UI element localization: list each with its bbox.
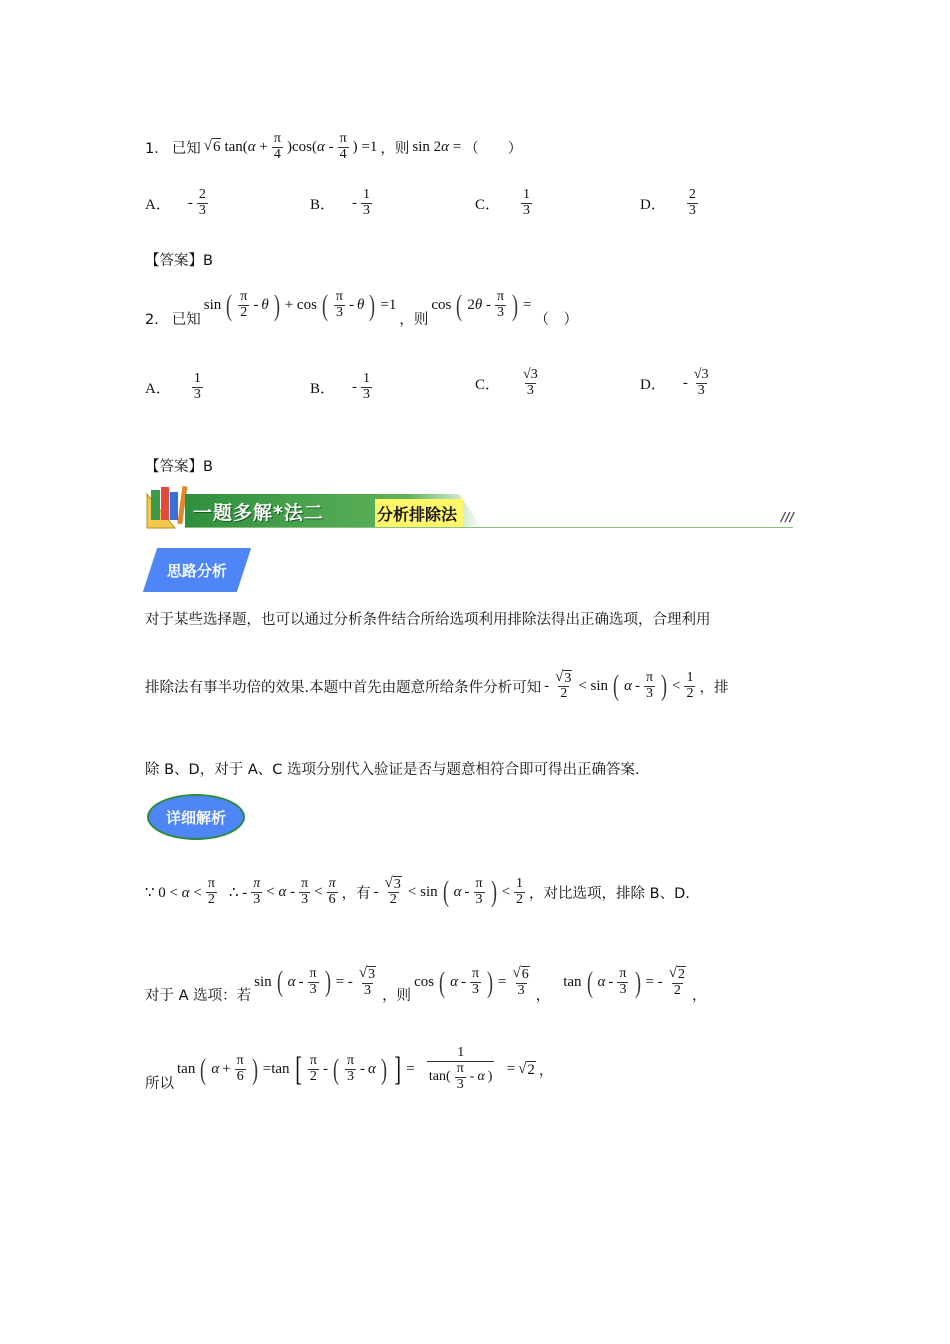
q2-prefix: 已知 [171, 312, 201, 328]
banner-title: 一题多解*法二 [193, 502, 324, 524]
analysis-inequality: - √ 3 2 < sin ( α - $\frac{\pi}{3}$ ) < $\frac{1}{2}$ [544, 669, 694, 703]
analysis-line-2: 排除法有事半功倍的效果.本题中首先由题意所给条件分析可知 - √ 3 2 < sin ( α - $\frac{\pi}{3}$ ) < $\frac{1}{2}$ ，排 [145, 669, 729, 703]
q1-option-b[interactable]: B． - $\frac{1}{3}$ [310, 187, 371, 218]
question-1 [145, 132, 522, 162]
solution-tan-value: tan ( α - $\frac{\pi}{3}$ ) = - √ 2 2 ， [563, 965, 707, 1004]
q1-prefix: 已知 [171, 140, 201, 157]
solution-line-1: ∵ 0 < α < $\frac{\pi}{2}$ ∴ - $\frac{\pi}{3}$ < α - $\frac{\pi}{3}$ < $\frac{\pi}{6}$ ，有 - √ 3 2 < sin ( α - $\frac{\pi}{3}$ ) < $\frac{1}{2}$ ，对比选项，排除 B、D. [145, 875, 690, 909]
q2-option-b[interactable]: B． - $\frac{1}{3}$ [310, 371, 371, 402]
analysis-line-3: 除 B、D，对于 A、C 选项分别代入验证是否与题意相符合即可得出正确答案. [145, 762, 640, 778]
q2-target: cos ( 2θ - $\frac{\pi}{3}$ ) = [431, 288, 532, 322]
analysis-line-1: 对于某些选择题，也可以通过分析条件结合所给选项利用排除法得出正确选项，合理利用 [145, 612, 711, 628]
q2-paren: （ ） [534, 312, 579, 328]
q2-option-c[interactable]: C． $\frac{√3}{3}$ [475, 367, 538, 398]
q2-option-d[interactable]: D． - $\frac{√3}{3}$ [640, 367, 709, 398]
analysis-tag: 思路分析 [143, 548, 251, 592]
q2-formula: sin ( $\frac{\pi}{2}$ - θ ) + cos ( $\frac{\pi}{3}$ - θ ) =1 [203, 288, 397, 322]
banner-subtitle: 分析排除法 [377, 505, 458, 524]
solution-cos-value: cos ( α - $\frac{\pi}{3}$ ) = √ 6 3 ， [414, 965, 551, 1004]
solution-tan-result: tan ( α + $\frac{\pi}{6}$ ) =tan [ $\frac{\pi}{2}$ - ( $\frac{\pi}{3}$ - α ) ] = 1 tan( $\frac{\pi}{3}$ - α ) = √ 2 ， [177, 1045, 554, 1092]
solution-tag: 详细解析 [147, 794, 245, 840]
q1-option-d[interactable]: D． $\frac{2}{3}$ [640, 187, 696, 218]
solution-inequality: - √ 3 2 < sin ( α - $\frac{\pi}{3}$ ) < $\frac{1}{2}$ [373, 875, 524, 909]
method-banner [145, 484, 793, 530]
q1-formula: √ 6 tan(α + $\frac{\pi}{4}$ )cos(α - $\frac{\pi}{4}$ ) =1 [203, 131, 378, 162]
solution-range: ∵ 0 < α < $\frac{\pi}{2}$ ∴ - $\frac{\pi}{3}$ < α - $\frac{\pi}{3}$ < $\frac{\pi}{6}$ [145, 875, 336, 907]
q1-suffix: ，则 [380, 140, 410, 157]
q1-number: 1． [145, 140, 169, 157]
q2-suffix: ，则 [399, 312, 429, 328]
question-2 [145, 282, 578, 329]
banner-marks: /// [781, 510, 795, 524]
q1-option-a[interactable]: A． - $\frac{2}{3}$ [145, 187, 206, 218]
solution-sin-value: sin ( α - $\frac{\pi}{3}$ ) = - √ 3 3 [254, 965, 376, 999]
q2-number: 2． [145, 312, 169, 328]
q1-target: sin 2α = [412, 138, 462, 155]
q2-answer: 【答案】B [145, 459, 213, 475]
solution-line-2: 对于 A 选项：若 sin ( α - $\frac{\pi}{3}$ ) = - √ 3 3 ，则 cos ( α - $\frac{\pi}{3}$ ) = √ 6 3 ， tan ( α - $\frac{\pi}{3}$ ) = - √ 2 2 ， [145, 960, 706, 1005]
books-icon [145, 484, 191, 530]
q1-paren: （ ） [464, 140, 523, 157]
q1-option-c[interactable]: C． $\frac{1}{3}$ [475, 187, 531, 218]
q2-option-a[interactable]: A． $\frac{1}{3}$ [145, 371, 201, 402]
solution-line-3: 所以 tan ( α + $\frac{\pi}{6}$ ) =tan [ $\frac{\pi}{2}$ - ( $\frac{\pi}{3}$ - α ) ] = 1 tan( $\frac{\pi}{3}$ - α ) = √ 2 ， [145, 1045, 554, 1092]
q1-answer: 【答案】B [145, 253, 213, 269]
